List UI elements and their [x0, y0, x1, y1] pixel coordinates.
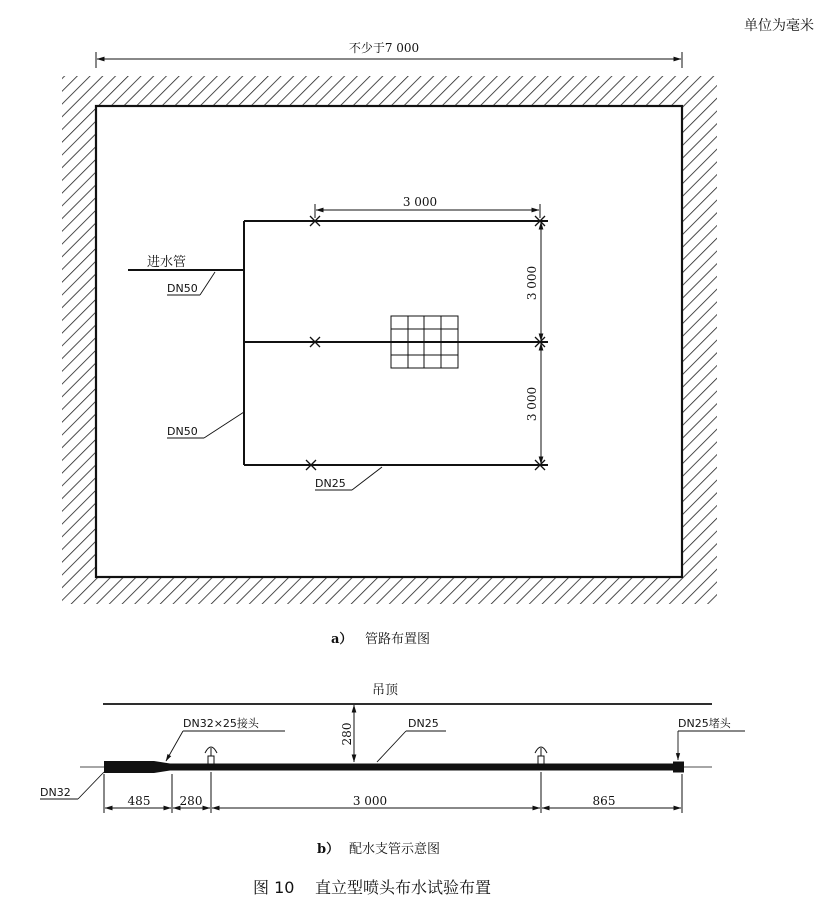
caption-a-text: 管路布置图 [365, 632, 431, 647]
inlet-size-label-b: DN32 [40, 786, 71, 799]
room-walls [62, 76, 717, 604]
branch-size-label: DN25 [315, 477, 346, 490]
branch-size-label-b: DN25 [408, 717, 439, 730]
dn32-pipe-section [104, 761, 154, 773]
riser-size-label: DN50 [167, 425, 198, 438]
inlet-label: 进水管 [147, 255, 187, 270]
figure-title: 直立型喷头布水试验布置 [315, 878, 492, 897]
end-cap [673, 762, 684, 773]
inlet-size-label: DN50 [167, 282, 198, 295]
unit-note: 单位为毫米 [744, 18, 814, 34]
caption-a-letter: a） [331, 632, 353, 647]
vertical-spacing-lower-label: 3 000 [525, 386, 539, 422]
sprinkler-head [205, 747, 217, 764]
segment-label-3: 3 000 [352, 794, 388, 808]
end-cap-label: DN25堵头 [678, 717, 731, 730]
fitting-labels [40, 716, 745, 799]
segment-label-4: 865 [592, 794, 616, 808]
caption-b-text: 配水支管示意图 [349, 842, 441, 857]
room-width-dimension [96, 40, 682, 68]
sprinkler-head [535, 747, 547, 764]
segment-label-1: 485 [127, 794, 151, 808]
figure-number: 图 10 [253, 878, 295, 897]
room-width-label: 不少于7 000 [348, 41, 420, 55]
drop-dimension [340, 705, 354, 762]
vertical-spacing-upper-label: 3 000 [525, 265, 539, 301]
ceiling-label: 吊顶 [371, 683, 399, 698]
segment-label-2: 280 [179, 794, 203, 808]
drop-distance-label: 280 [340, 722, 354, 746]
reducer-label: DN32×25接头 [183, 717, 259, 730]
reducer-fitting [154, 761, 170, 773]
dn25-pipe-section [170, 764, 675, 771]
ceiling [103, 683, 712, 704]
branch-pipe [104, 761, 684, 773]
caption-b-letter: b） [317, 842, 340, 857]
horizontal-spacing-label: 3 000 [402, 195, 438, 209]
sprinkler-heads [205, 747, 547, 764]
